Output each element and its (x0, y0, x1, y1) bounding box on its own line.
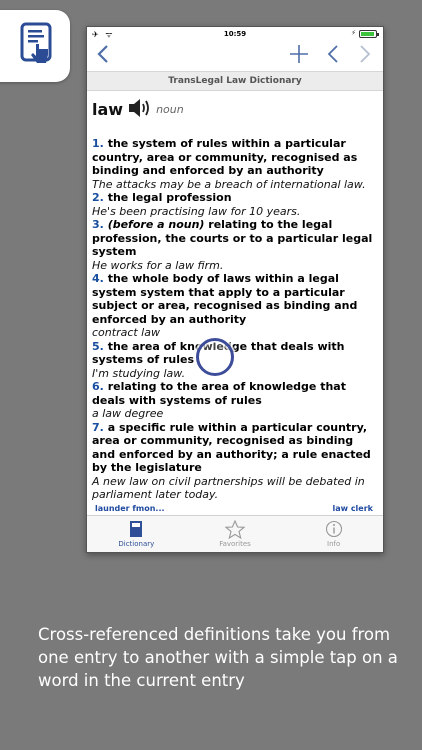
example-1: The attacks may be a breach of international law. (92, 177, 366, 191)
sense-1[interactable]: 1. the system of rules within a particular country, area or community, recognised as binding and enforced by an authority (92, 137, 358, 177)
nav-bar (87, 42, 383, 71)
back-button[interactable] (89, 44, 117, 68)
status-time: 10:59 (223, 30, 247, 38)
next-entry-button[interactable] (351, 44, 379, 68)
charging-icon: ⚡ (351, 29, 356, 37)
tap-document-icon (20, 22, 54, 68)
tab-info[interactable]: Info (284, 516, 383, 552)
speaker-icon[interactable] (127, 97, 151, 123)
headword-row (92, 93, 378, 125)
book-icon (128, 520, 144, 538)
example-6: a law degree (92, 407, 164, 420)
next-entry-link[interactable]: law clerk (332, 504, 373, 513)
app-icon-badge (0, 10, 70, 82)
tap-indicator (196, 338, 234, 376)
previous-entry-button[interactable] (319, 44, 347, 68)
example-3: He works for a law firm. (92, 258, 224, 272)
status-bar (87, 27, 383, 42)
status-left-icons: ✈ ᯤ (92, 30, 115, 39)
headword: law (92, 99, 124, 119)
previous-entry-link[interactable]: launder fmon... (95, 504, 165, 513)
sense-2[interactable]: 2. the legal profession (92, 191, 232, 204)
sense-7[interactable]: 7. a specific rule within a particular country, area or community, recognised as binding and enforced by an authority; a rule enacted by the legislature (92, 420, 371, 474)
add-favorite-button[interactable] (285, 44, 313, 68)
sense-5[interactable]: 5. the area of knowledge that deals with systems of rules (92, 339, 345, 366)
part-of-speech: noun (156, 102, 184, 116)
sense-3[interactable]: 3. (before a noun) relating to the legal profession, the courts or to a particular legal system (92, 218, 373, 258)
example-4: contract law (92, 326, 160, 339)
example-7: A new law on civil partnerships will be debated in parliament later today. (92, 474, 365, 501)
example-2: He's been practising law for 10 years. (92, 204, 301, 218)
entry-content (87, 91, 383, 505)
info-icon (325, 520, 343, 538)
tab-bar (87, 515, 383, 552)
sense-6[interactable]: 6. relating to the area of knowledge that deals with systems of rules (92, 380, 346, 407)
example-5: I'm studying law. (92, 366, 186, 380)
sense-4[interactable]: 4. the whole body of laws within a legal system system that apply to a particular subject or area, recognised as binding and enforced by an authority (92, 272, 358, 326)
promo-caption: Cross-referenced definitions take you from one entry to another with a simple tap on a word in the current entry (38, 625, 398, 690)
tab-favorites[interactable]: Favorites (186, 516, 285, 552)
battery-icon (359, 30, 377, 38)
chevron-left-icon (96, 44, 110, 64)
star-icon (225, 520, 245, 539)
chevron-left-icon (326, 44, 340, 64)
chevron-right-icon (358, 44, 372, 64)
plus-icon (289, 44, 309, 64)
phone-screen (86, 26, 384, 553)
tab-dictionary[interactable]: Dictionary (87, 516, 186, 552)
page-title: TransLegal Law Dictionary (87, 71, 383, 91)
definitions (92, 137, 378, 502)
